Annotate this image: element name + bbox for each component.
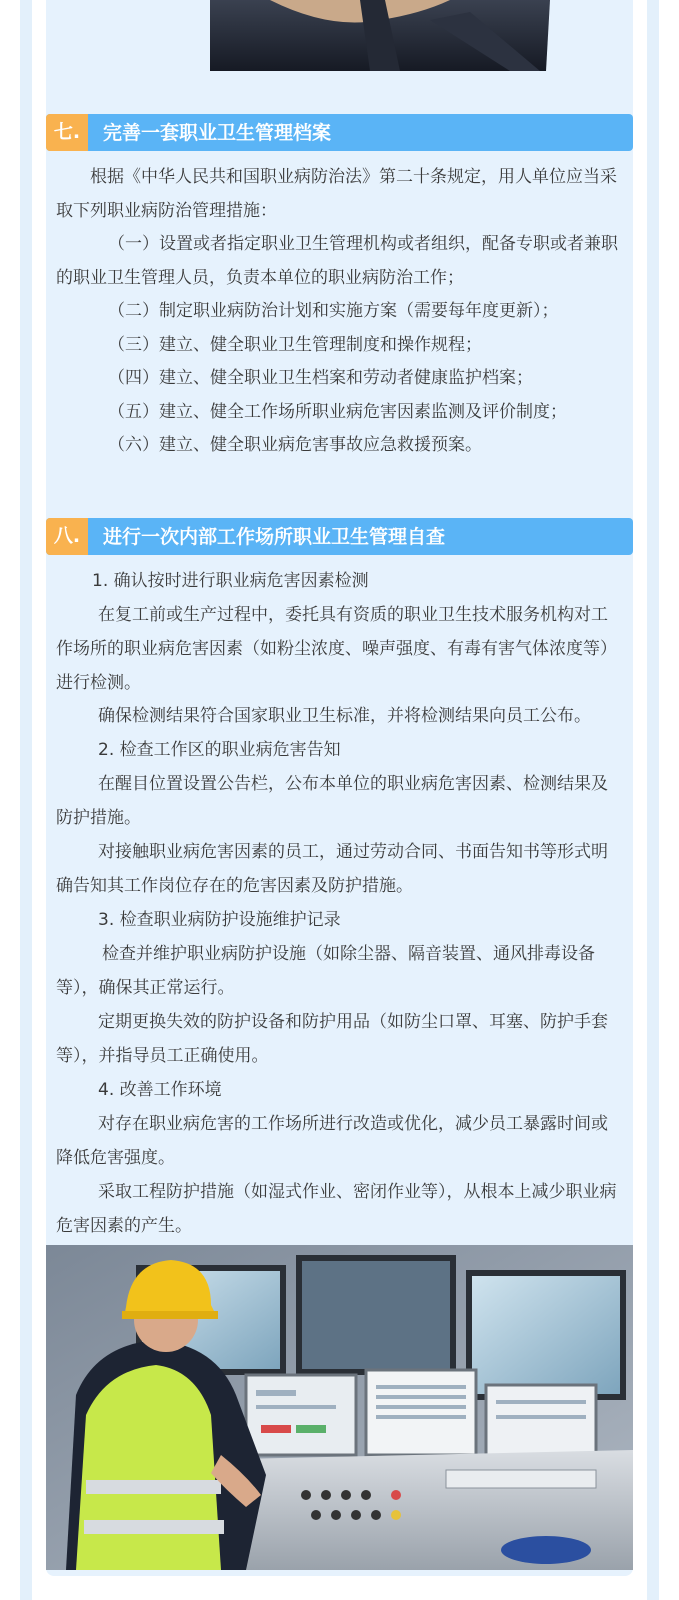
paragraph: 在醒目位置设置公告栏，公布本单位的职业病危害因素、检测结果及防护措施。 [56, 774, 608, 828]
section-7-header [46, 114, 633, 151]
paragraph: 对接触职业病危害因素的员工，通过劳动合同、书面告知书等形式明确告知其工作岗位存在的危害因素及防护措施。 [56, 842, 608, 896]
left-border-strip [20, 0, 32, 1600]
paragraph: 定期更换失效的防护设备和防护用品（如防尘口罩、耳塞、防护手套等），并指导员工正确使用。 [56, 1012, 608, 1066]
section-8-header [46, 518, 633, 555]
paragraph: （四）建立、健全职业卫生档案和劳动者健康监护档案； [108, 368, 533, 388]
subheading: 3. 检查职业病防护设施维护记录 [98, 910, 341, 930]
section-8-title: 进行一次内部工作场所职业卫生管理自查 [103, 526, 446, 548]
paragraph: （二）制定职业病防治计划和实施方案（需要每年度更新）； [108, 301, 559, 321]
paragraph: （六）建立、健全职业病危害事故应急救援预案。 [108, 435, 482, 455]
paragraph: （三）建立、健全职业卫生管理制度和操作规程； [108, 335, 482, 355]
subheading: 1. 确认按时进行职业病危害因素检测 [92, 571, 369, 591]
paragraph: 检查并维护职业病防护设施（如除尘器、隔音装置、通风排毒设备等），确保其正常运行。 [56, 944, 595, 998]
right-border-strip [647, 0, 659, 1600]
top-photo [210, 0, 550, 71]
control-room-photo [46, 1245, 633, 1570]
section-7-number: 七. [46, 114, 88, 151]
subheading: 2. 检查工作区的职业病危害告知 [98, 740, 341, 760]
paragraph: 确保检测结果符合国家职业卫生标准，并将检测结果向员工公布。 [98, 706, 591, 726]
section-7-title: 完善一套职业卫生管理档案 [103, 122, 332, 144]
paragraph: 在复工前或生产过程中，委托具有资质的职业卫生技术服务机构对工作场所的职业病危害因素（如粉尘浓度、噪声强度、有毒有害气体浓度等）进行检测。 [56, 605, 617, 693]
paragraph: 根据《中华人民共和国职业病防治法》第二十条规定，用人单位应当采取下列职业病防治管理措施： [56, 167, 617, 221]
section-8-number: 八. [46, 518, 88, 555]
paragraph: 采取工程防护措施（如湿式作业、密闭作业等），从根本上减少职业病危害因素的产生。 [56, 1182, 617, 1236]
paragraph: （一）设置或者指定职业卫生管理机构或者组织，配备专职或者兼职的职业卫生管理人员，负责本单位的职业病防治工作； [56, 234, 618, 288]
paragraph: 对存在职业病危害的工作场所进行改造或优化，减少员工暴露时间或降低危害强度。 [56, 1114, 608, 1168]
paragraph: （五）建立、健全工作场所职业病危害因素监测及评价制度； [108, 402, 567, 422]
subheading: 4. 改善工作环境 [98, 1080, 222, 1100]
